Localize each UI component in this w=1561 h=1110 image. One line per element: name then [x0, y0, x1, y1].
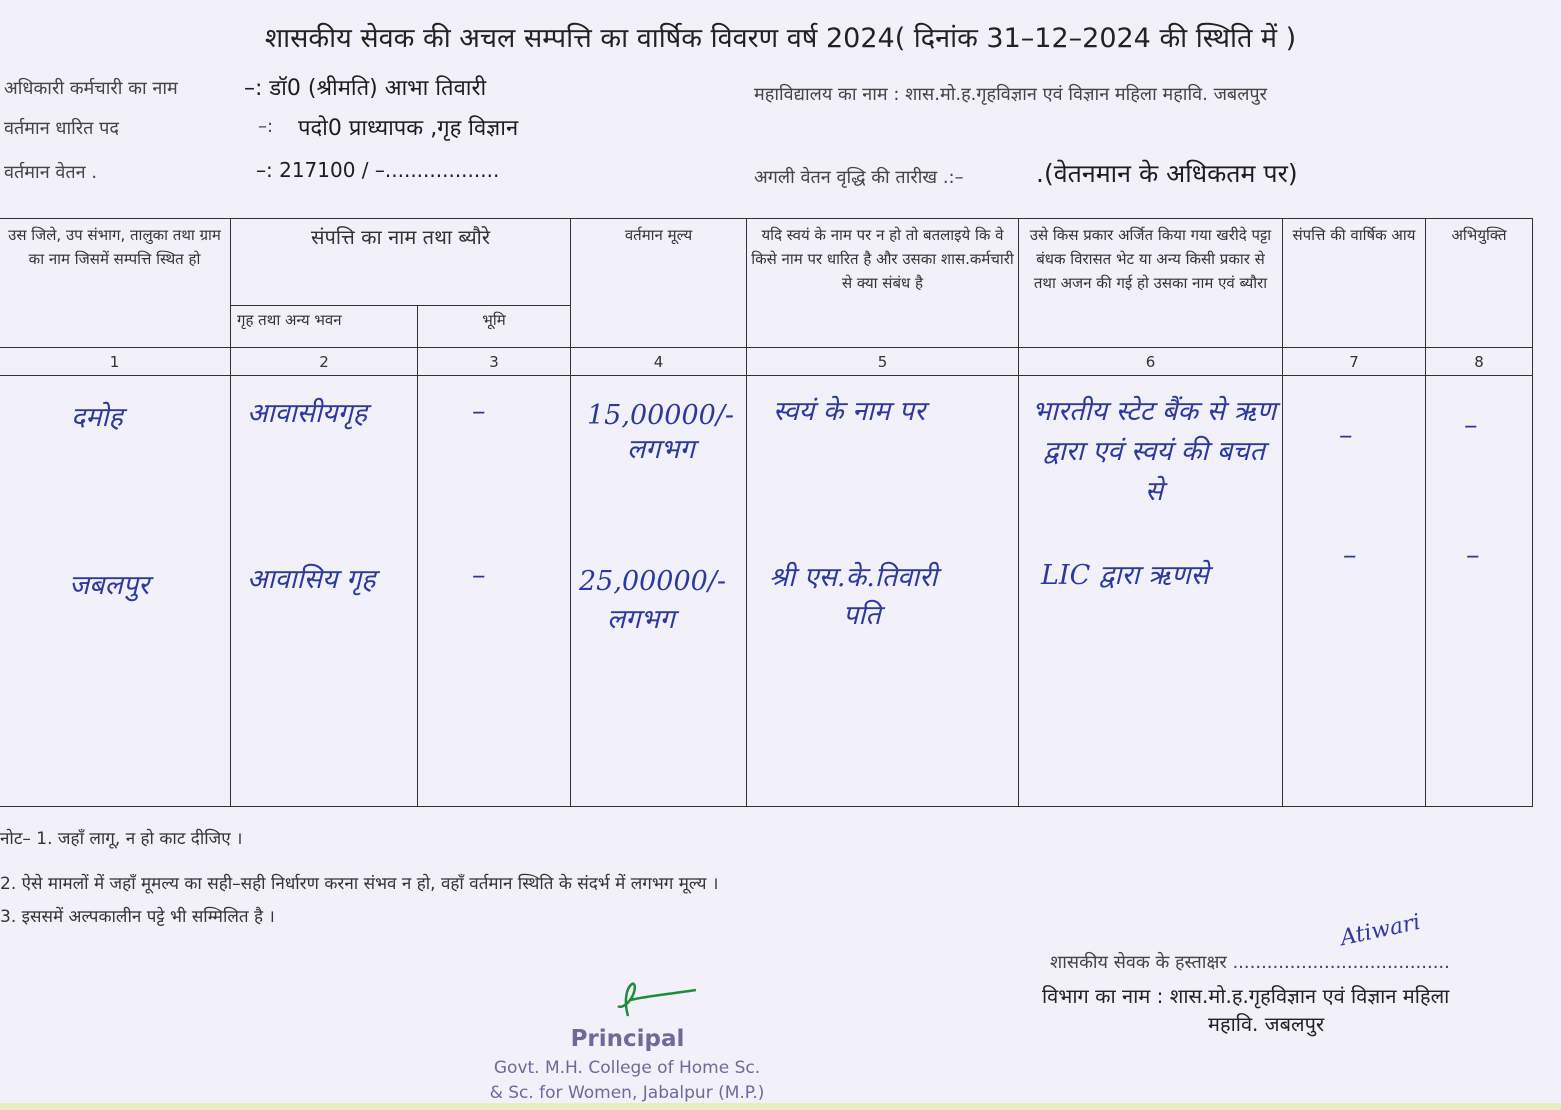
signature: Atiwari: [1338, 909, 1423, 952]
body-cell: [231, 376, 418, 807]
body-cell: [418, 376, 571, 807]
stamp-line-1: Govt. M.H. College of Home Sc.: [493, 1058, 761, 1078]
stamp-title: Principal: [570, 1026, 685, 1052]
next-increment-value: .(वेतनमान के अधिकतम पर): [1036, 159, 1298, 188]
body-cell: [571, 376, 747, 807]
header-location: उस जिले, उप संभाग, तालुका तथा ग्राम का नाम जिसमें सम्पत्ति स्थित हो: [0, 219, 231, 348]
header-property-details: संपत्ति का नाम तथा ब्यौरे: [231, 219, 571, 306]
row2-income: –: [1343, 540, 1357, 571]
row1-acquired: भारतीय स्टेट बैंक से ऋण द्वारा एवं स्वयं की बचत से: [1031, 396, 1277, 507]
header-holder: यदि स्वयं के नाम पर न हो तो बतलाइये कि वे किसे नाम पर धारित है और उसका शास.कर्मचारी से क्या संबंध है: [747, 219, 1019, 348]
stamp-line-2: & Sc. for Women, Jabalpur (M.P.): [489, 1083, 765, 1103]
header-acquisition: उसे किस प्रकार अर्जित किया गया खरीदे पट्टा बंधक विरासत भेट या अन्य किसी प्रकार से तथा अजन की गई हो उसका नाम एवं ब्यौरा: [1019, 219, 1283, 348]
body-cell: [0, 376, 231, 807]
column-number: 6: [1019, 348, 1283, 376]
department-line-2: महावि. जबलपुर: [1208, 1012, 1325, 1036]
principal-signature-mark: [608, 976, 704, 1024]
department-line-1: विभाग का नाम : शास.मो.ह.गृहविज्ञान एवं विज्ञान महिला: [1042, 984, 1450, 1008]
column-number: 5: [747, 348, 1019, 376]
page-bottom-edge: [0, 1103, 1561, 1110]
body-cell: [1019, 376, 1283, 807]
header-building: गृह तथा अन्य भवन: [231, 306, 418, 348]
salary-value: –: 217100 / –..................: [256, 158, 500, 182]
document-title: शासकीय सेवक की अचल सम्पत्ति का वार्षिक विवरण वर्ष 2024( दिनांक 31–12–2024 की स्थिति में ): [264, 23, 1297, 54]
salary-label: वर्तमान वेतन .: [4, 162, 98, 183]
row2-value: 25,00000/-: [579, 566, 727, 597]
body-cell: [1283, 376, 1426, 807]
header-annual-income: संपत्ति की वार्षिक आय: [1283, 219, 1426, 348]
property-table: [0, 218, 1533, 807]
header-current-value: वर्तमान मूल्य: [571, 219, 747, 348]
column-number: 4: [571, 348, 747, 376]
row2-holder: श्री एस.के.तिवारी: [769, 562, 938, 593]
signature-label: शासकीय सेवक के हस्ताक्षर ......................................: [1050, 952, 1450, 973]
row2-acquired: LIC द्वारा ऋणसे: [1041, 560, 1209, 591]
post-separator: –:: [258, 116, 274, 137]
row1-place: दमोह: [71, 402, 123, 433]
note-1: नोट– 1. जहाँ लागू, न हो काट दीजिए ।: [0, 829, 243, 849]
header-remarks: अभियुक्ति: [1426, 219, 1533, 348]
next-increment-label: अगली वेतन वृद्धि की तारीख .:–: [754, 167, 964, 188]
column-number: 3: [418, 348, 571, 376]
row2-place: जबलपुर: [69, 570, 150, 601]
row1-building: आवासीयगृह: [247, 398, 368, 429]
table-row: [0, 376, 1533, 807]
college-name-label: महाविद्यालय का नाम : शास.मो.ह.गृहविज्ञान एवं विज्ञान महिला महावि. जबलपुर: [754, 84, 1268, 105]
post-label: वर्तमान धारित पद: [4, 118, 119, 139]
row2-holder-note: पति: [843, 600, 881, 631]
row1-holder: स्वयं के नाम पर: [773, 396, 926, 427]
column-number: 2: [231, 348, 418, 376]
note-3: 3. इससमें अल्पकालीन पट्टे भी सम्मिलित है ।: [0, 907, 275, 927]
employee-name-label: अधिकारी कर्मचारी का नाम: [4, 78, 178, 99]
body-cell: [1426, 376, 1533, 807]
row1-land: –: [472, 396, 486, 427]
row2-land: –: [472, 560, 486, 591]
row1-value-note: लगभग: [627, 434, 695, 465]
column-number: 1: [0, 348, 231, 376]
employee-name-value: –: डॉ0 (श्रीमति) आभा तिवारी: [244, 76, 487, 101]
header-land: भूमि: [418, 306, 571, 348]
note-2: 2. ऐसे मामलों में जहाँ मूमल्य का सही–सही निर्धारण करना संभव न हो, वहाँ वर्तमान स्थिति के संदर्भ में लगभग मूल्य ।: [0, 874, 719, 894]
row1-remarks: –: [1464, 410, 1478, 441]
row2-remarks: –: [1466, 540, 1480, 571]
row2-value-note: लगभग: [607, 604, 675, 635]
column-number: 7: [1283, 348, 1426, 376]
body-cell: [747, 376, 1019, 807]
column-number: 8: [1426, 348, 1533, 376]
post-value: पदो0 प्राध्यापक ,गृह विज्ञान: [298, 116, 519, 141]
row1-income: –: [1339, 420, 1353, 451]
row1-value: 15,00000/-: [587, 400, 735, 431]
row2-building: आवासिय गृह: [247, 564, 376, 595]
